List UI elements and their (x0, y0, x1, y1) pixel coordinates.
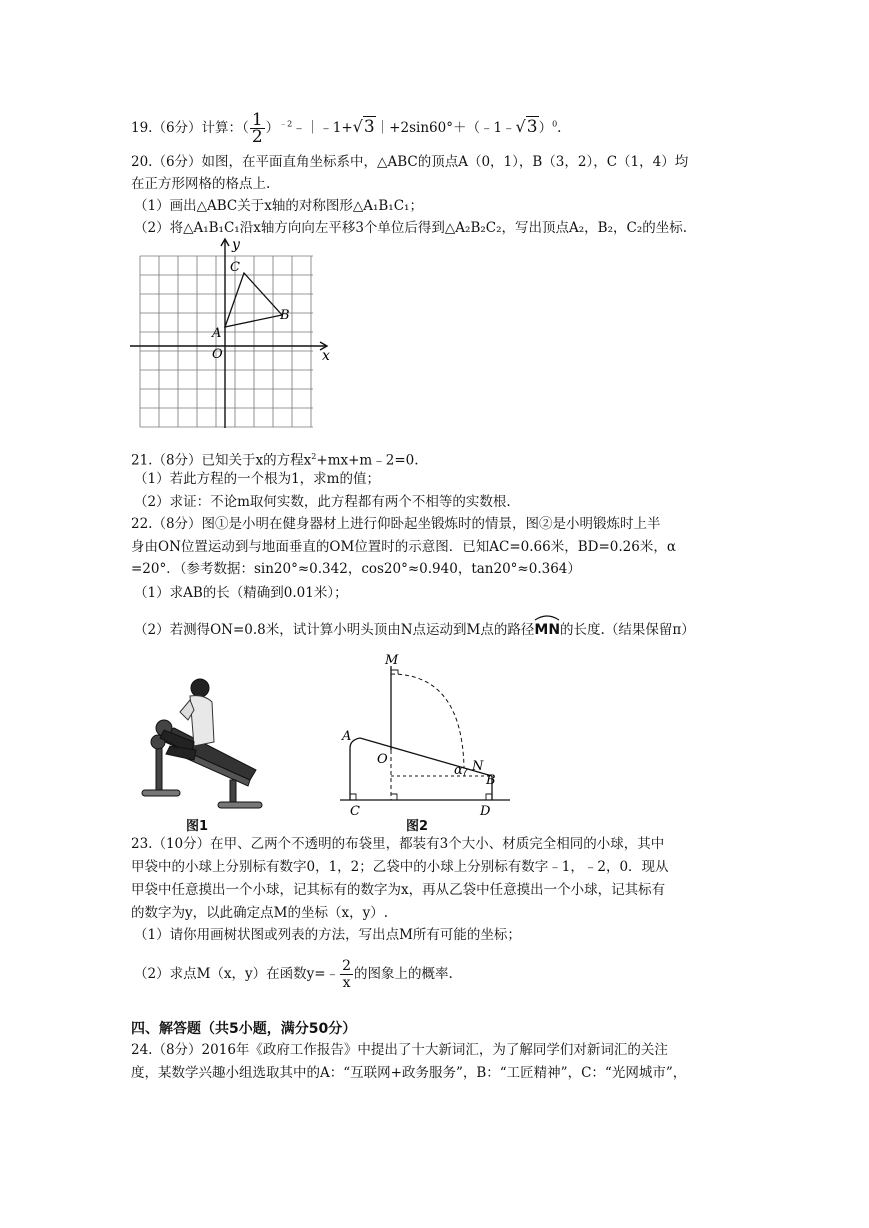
q23-line1: 23.（10分）在甲、乙两个不透明的布袋里，都装有3个大小、材质完全相同的小球，其中 (131, 836, 665, 852)
q22-fig2-label-m: M (385, 653, 399, 668)
q19-end: ） (538, 120, 553, 136)
q21-exponent: 2 (311, 452, 317, 461)
q19-paren: ） (265, 120, 280, 136)
q21-line3: （2）求证：不论m取何实数，此方程都有两个不相等的实数根. (134, 494, 511, 510)
q22-fig2-label-c: C (350, 804, 360, 819)
q19-sqrt2: √3 (515, 117, 538, 137)
q19-radicand1: 3 (363, 117, 375, 137)
q23-frac-den: x (342, 975, 351, 991)
q22-line4: （1）求AB的长（精确到0.01米）； (134, 585, 348, 601)
q22-line5 (134, 620, 744, 640)
q19-radicand2: 3 (526, 117, 538, 137)
q22-figure1-caption: 图1 (186, 819, 209, 834)
q20-line2: 在正方形网格的格点上. (131, 176, 271, 192)
q23-line4: 的数字为y，以此确定点M的坐标（x，y）. (131, 905, 388, 921)
section-heading: 四、解答题（共5小题，满分50分） (131, 1021, 357, 1037)
q19-prefix: 19.（6分）计算：（ (131, 120, 249, 136)
q20-point-a-label: A (212, 326, 222, 341)
q20-line1: 20.（6分）如图，在平面直角坐标系中，△ABC的顶点A（0，1），B（3，2），C（1，4）均 (131, 154, 689, 170)
q20-origin-label: O (212, 347, 223, 362)
q22-line3: =20°．（参考数据：sin20°≈0.342，cos20°≈0.940，tan20°≈0.364） (131, 561, 581, 577)
q23-frac-num: 2 (342, 958, 352, 974)
q21-line1 (131, 447, 741, 471)
q22-arc-label: MN (534, 622, 561, 638)
q19-fraction (250, 112, 265, 145)
q20-grid-figure (128, 236, 338, 432)
q23-line3: 甲袋中任意摸出一个小球，记其标有的数字为x，再从乙袋中任意摸出一个小球，记其标有 (131, 882, 666, 898)
q19-frac-den: 2 (251, 127, 263, 147)
q22-fig2-label-alpha: α (454, 763, 463, 778)
q22-fig2-label-a: A (342, 729, 352, 744)
q22-line1: 22.（8分）图①是小明在健身器材上进行仰卧起坐锻炼时的情景，图②是小明锻炼时上半 (131, 516, 661, 532)
q22-fig2-label-n: N (472, 759, 484, 774)
q22-fig2-label-b: B (486, 773, 496, 788)
q22-fig2-label-o: O (377, 752, 388, 767)
q20-axis-x-label: x (322, 348, 330, 364)
q22-line5-a: （2）若测得ON=0.8米，试计算小明头顶由N点运动到M点的路径 (134, 622, 535, 638)
q23-line5: （1）请你用画树状图或列表的方法，写出点M所有可能的坐标； (134, 927, 521, 943)
q20-line4: （2）将△A₁B₁C₁沿x轴方向向左平移3个单位后得到△A₂B₂C₂，写出顶点A₂，B₂，C₂的坐标. (134, 220, 688, 236)
q23-line6-b: 的图象上的概率. (354, 966, 453, 982)
q22-line2: 身由ON位置运动到与地面垂直的OM位置时的示意图．已知AC=0.66米，BD=0.26米，α (131, 539, 676, 555)
q19-tail: . (557, 120, 562, 136)
q20-point-b-label: B (280, 308, 290, 323)
q19-line (131, 112, 741, 145)
q23-fraction (340, 958, 353, 991)
q21-line1-b: +mx+m﹣2=0. (316, 452, 419, 469)
q21-line1-a: 21.（8分）已知关于x的方程x (131, 452, 312, 469)
q22-figure2-diagram (328, 650, 518, 820)
q23-line6-a: （2）求点M（x，y）在函数y=﹣ (134, 966, 340, 982)
q22-figure1-illustration (134, 676, 284, 816)
q19-mid2: ｜+2sin60°＋（﹣1﹣ (375, 120, 516, 136)
q20-axis-y-label: y (232, 237, 240, 253)
q22-arc-mn (534, 620, 560, 640)
q21-line2: （1）若此方程的一个根为1，求m的值； (134, 471, 380, 487)
q22-fig2-label-d: D (480, 804, 491, 819)
q23-line6 (134, 958, 744, 991)
q19-sqrt1: √3 (352, 117, 375, 137)
q24-line2: 度，某数学兴趣小组选取其中的A：“互联网+政务服务”，B：“工匠精神”，C：“光网城市”， (131, 1065, 687, 1081)
q19-mid1: ﹣｜﹣1+ (292, 120, 353, 136)
q19-exp2: 0 (552, 119, 558, 129)
q19-exp1: ﹣2 (279, 119, 293, 129)
q24-line1: 24.（8分）2016年《政府工作报告》中提出了十大新词汇，为了解同学们对新词汇的关注 (131, 1042, 668, 1058)
q22-figure2-caption: 图2 (406, 819, 429, 834)
q19-frac-num: 1 (251, 110, 263, 130)
q23-line2: 甲袋中的小球上分别标有数字0，1，2；乙袋中的小球上分别标有数字﹣1，﹣2，0．现从 (131, 859, 669, 875)
q20-line3: （1）画出△ABC关于x轴的对称图形△A₁B₁C₁； (134, 198, 423, 214)
q22-line5-b: 的长度.（结果保留π） (560, 622, 695, 638)
q20-point-c-label: C (230, 260, 240, 275)
